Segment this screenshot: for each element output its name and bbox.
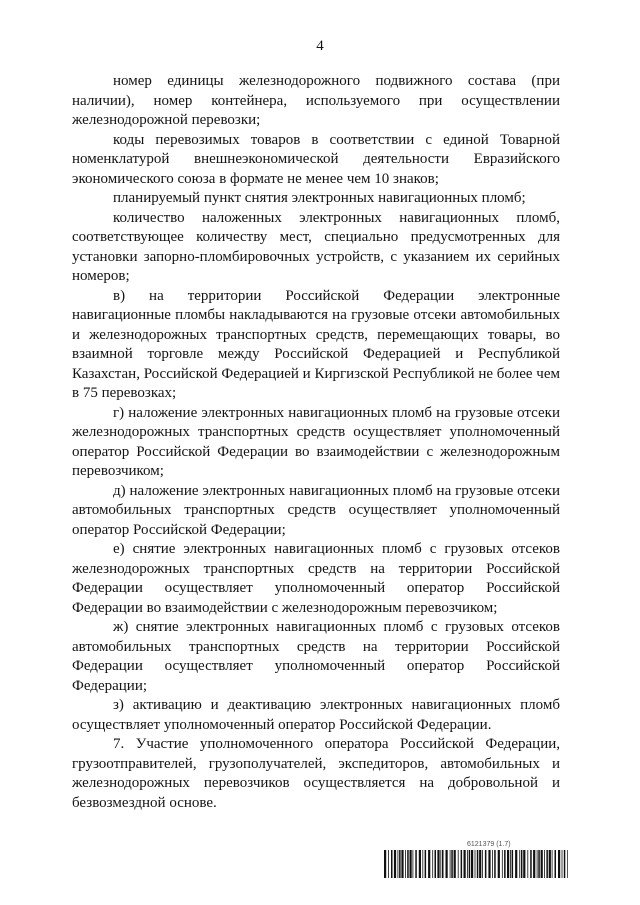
barcode-bar <box>533 850 535 878</box>
barcode-bar <box>401 850 403 878</box>
barcode-bar <box>494 850 496 878</box>
paragraph: ж) снятие электронных навигационных пломб с грузовых отсеков автомобильных транспортных средств на территории Российской Федерации осуществляет уполномоченный оператор Российской Федерации; <box>72 619 560 694</box>
barcode-bar <box>384 850 386 878</box>
barcode-bar <box>469 850 471 878</box>
barcode-bar <box>564 850 566 878</box>
page-number: 4 <box>316 38 324 54</box>
barcode-bar <box>398 850 399 878</box>
barcode-bar <box>428 850 430 878</box>
barcode-bar <box>471 850 473 878</box>
barcode-bar <box>523 850 525 878</box>
barcode-bar <box>410 850 412 878</box>
paragraph: количество наложенных электронных навигационных пломб, соответствующее количеству мест, специально предусмотренных для установки запорно-пломбировочных устройств, с указанием их серийных номеров; <box>72 209 560 284</box>
barcode-bar <box>442 850 444 878</box>
barcode <box>384 850 568 878</box>
barcode-bar <box>415 850 417 878</box>
barcode-bar <box>541 850 543 878</box>
barcode-bar <box>394 850 396 878</box>
barcode-bar <box>464 850 466 878</box>
barcode-bar <box>546 850 548 878</box>
barcode-bar <box>419 850 421 878</box>
barcode-bar <box>388 850 389 878</box>
paragraph: г) наложение электронных навигационных пломб на грузовые отсеки железнодорожных транспортных средств осуществляет уполномоченный оператор Российской Федерации во взаимодействии с железнодорожным перевозчиком; <box>72 404 560 479</box>
barcode-bar <box>475 850 476 878</box>
barcode-bar <box>530 850 532 878</box>
barcode-bar <box>537 850 538 878</box>
paragraph: з) активацию и деактивацию электронных навигационных пломб осуществляет уполномоченный оператор Российской Федерации. <box>72 697 560 733</box>
paragraph: д) наложение электронных навигационных пломб на грузовые отсеки автомобильных транспортных средств осуществляет уполномоченный оператор Российской Федерации; <box>72 482 560 538</box>
paragraph: е) снятие электронных навигационных пломб с грузовых отсеков железнодорожных транспортных средств на территории Российской Федерации осуществляет уполномоченный оператор Российской Федерации во взаимодействии с железнодорожным перевозчиком; <box>72 541 560 616</box>
barcode-bar <box>422 850 423 878</box>
barcode-bar <box>405 850 406 878</box>
barcode-bar <box>467 850 468 878</box>
barcode-bar <box>498 850 500 878</box>
barcode-bar <box>391 850 393 878</box>
barcode-bar <box>492 850 493 878</box>
paragraph: планируемый пункт снятия электронных навигационных пломб; <box>113 190 526 206</box>
barcode-bar <box>479 850 481 878</box>
barcode-bar <box>512 850 513 878</box>
barcode-bar <box>451 850 453 878</box>
barcode-bar <box>521 850 523 878</box>
paragraph: 7. Участие уполномоченного оператора Российской Федерации, грузоотправителей, грузополучателей, экспедиторов, автомобильных и железнодорожных перевозчиков осуществляется на добровольной и безвозмездной основе. <box>72 736 560 811</box>
barcode-bar <box>538 850 540 878</box>
barcode-bar <box>446 850 448 878</box>
barcode-bar <box>519 850 520 878</box>
barcode-bar <box>477 850 479 878</box>
barcode-bar <box>440 850 441 878</box>
barcode-bar <box>461 850 463 878</box>
barcode-bar <box>558 850 560 878</box>
paragraph: в) на территории Российской Федерации электронные навигационные пломбы накладываются на грузовые отсеки автомобильных и железнодорожных транспортных средств, перемещающих товары, во взаимной торговле между Российской Федерацией и Республикой Казахстан, Российской Федерацией и Киргизской Республикой не более чем в 75 перевозках; <box>72 287 560 401</box>
barcode-bar <box>458 850 459 878</box>
barcode-bar <box>562 850 563 878</box>
barcode-bar <box>502 850 503 878</box>
barcode-bar <box>413 850 414 878</box>
barcode-bar <box>549 850 551 878</box>
barcode-bar <box>504 850 506 878</box>
barcode-bar <box>432 850 433 878</box>
barcode-bar <box>407 850 409 878</box>
barcode-bar <box>544 850 545 878</box>
barcode-bar <box>552 850 553 878</box>
paragraph: номер единицы железнодорожного подвижного состава (при наличии), номер контейнера, используемого при осуществлении железнодорожной перевозки; <box>72 73 560 128</box>
barcode-bar <box>485 850 487 878</box>
barcode-bar <box>437 850 439 878</box>
barcode-bar <box>515 850 517 878</box>
barcode-bar <box>555 850 557 878</box>
document-body <box>72 72 560 813</box>
barcode-bar <box>507 850 509 878</box>
barcode-bar <box>454 850 456 878</box>
barcode-bar <box>567 850 568 878</box>
paragraph: коды перевозимых товаров в соответствии с единой Товарной номенклатурой внешнеэкономической деятельности Евразийского экономического союза в формате не менее чем 10 знаков; <box>72 131 560 187</box>
barcode-bar <box>435 850 437 878</box>
barcode-bar <box>399 850 401 878</box>
barcode-bar <box>425 850 427 878</box>
barcode-bar <box>488 850 490 878</box>
barcode-bar <box>482 850 483 878</box>
barcode-bar <box>510 850 511 878</box>
barcode-bar <box>527 850 528 878</box>
barcode-bar <box>450 850 451 878</box>
document-code: 6121379 (1.7) <box>467 841 511 848</box>
